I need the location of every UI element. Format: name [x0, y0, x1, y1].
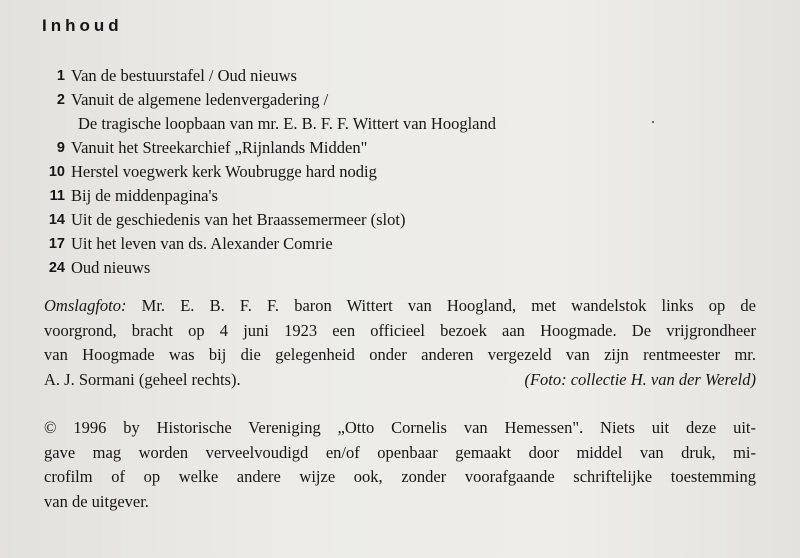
contents-heading: Inhoud: [42, 16, 123, 35]
caption-last-line: [44, 368, 756, 393]
caption-line: van Hoogmade was bij die gelegenheid onder anderen vergezeld van zijn rentmeester mr.: [44, 345, 756, 364]
cover-photo-caption: [44, 294, 756, 392]
copyright-line: crofilm of op welke andere wijze ook, zonder voorafgaande schriftelijke toestemming: [44, 467, 756, 486]
toc-title: Uit de geschiedenis van het Braassemermeer (slot): [71, 210, 406, 229]
copyright-line: gave mag worden verveelvoudigd en/of openbaar gemaakt door middel van druk, mi-: [44, 442, 756, 462]
toc-entry: [44, 64, 744, 88]
toc-page-number: 17: [48, 236, 65, 252]
caption-text: A. J. Sormani (geheel rechts).: [44, 369, 241, 389]
toc-title: Bij de middenpagina's: [71, 186, 218, 205]
caption-lead: Omslagfoto:: [44, 296, 127, 315]
copyright-line: © 1996 by Historische Vereniging „Otto Cornelis van Hemessen". Niets uit deze uit-: [44, 418, 756, 437]
toc-page-number: 24: [48, 260, 65, 276]
table-of-contents: [44, 64, 744, 280]
toc-entry: [44, 208, 744, 232]
caption-line: [44, 294, 756, 319]
toc-entry-continuation: [44, 112, 744, 136]
toc-page-number: 14: [48, 212, 65, 228]
caption-text: Mr. E. B. F. F. baron Wittert van Hoogland, met wandelstok links op de: [141, 296, 756, 315]
toc-title: Vanuit het Streekarchief „Rijnlands Midden": [71, 138, 368, 157]
toc-title: De tragische loopbaan van mr. E. B. F. F. Wittert van Hoogland: [78, 114, 496, 133]
toc-page-number: 11: [49, 188, 65, 204]
copyright-line: van de uitgever.: [44, 491, 149, 511]
toc-title: Vanuit de algemene ledenvergadering /: [71, 90, 329, 109]
photo-credit: (Foto: collectie H. van der Wereld): [524, 369, 756, 389]
toc-title: Oud nieuws: [71, 258, 151, 277]
toc-entry: [44, 184, 744, 208]
toc-page-number: 9: [56, 140, 65, 156]
toc-entry: [44, 232, 744, 256]
toc-title: Herstel voegwerk kerk Woubrugge hard nodig: [71, 162, 377, 181]
toc-title: Uit het leven van ds. Alexander Comrie: [71, 234, 333, 253]
toc-entry: [44, 256, 744, 280]
print-speck: [652, 121, 654, 123]
toc-title: Van de bestuurstafel / Oud nieuws: [71, 66, 297, 85]
toc-entry: [44, 88, 744, 112]
toc-page-number: 2: [56, 92, 65, 108]
caption-line: voorgrond, bracht op 4 juni 1923 een officieel bezoek aan Hoogmade. De vrijgrondheer: [44, 320, 756, 340]
copyright-notice: [44, 416, 756, 514]
toc-page-number: 10: [48, 164, 65, 180]
toc-entry: [44, 160, 744, 184]
toc-entry: [44, 136, 744, 160]
toc-page-number: 1: [56, 68, 65, 84]
